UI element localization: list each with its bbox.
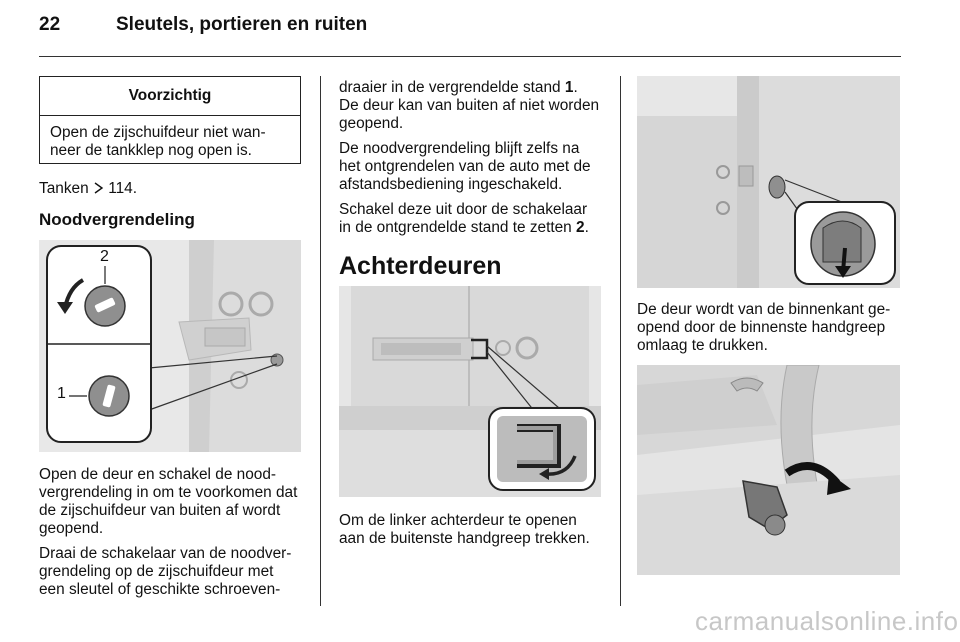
text-line: grendeling op de zijschuifdeur met [39, 563, 274, 580]
paragraph [39, 545, 309, 599]
paragraph [339, 79, 609, 133]
text-line: geopend. [339, 115, 404, 132]
text-line: . [584, 219, 589, 236]
text-line: draaier in de vergrendelde stand [339, 79, 565, 96]
watermark: carmanualsonline.info [695, 606, 959, 636]
text-line: in de ontgrendelde stand te zetten [339, 219, 577, 236]
col2-bottom-body [339, 512, 614, 555]
position-number: 1 [564, 79, 574, 96]
tanken-page-ref: 114. [108, 180, 138, 197]
text-line: Schakel deze uit door de schakelaar [339, 201, 588, 218]
page-title: Sleutels, portieren en ruiten [116, 14, 368, 35]
col1-body [39, 466, 309, 606]
text-line: Om de linker achterdeur te openen [339, 512, 577, 529]
paragraph [39, 466, 309, 538]
text-line: De deur wordt van de binnenkant ge- [637, 301, 891, 318]
caution-text [40, 116, 300, 168]
column-divider [620, 76, 621, 606]
figure-emergency-lock [39, 240, 301, 452]
text-line: De noodvergrendeling blijft zelfs na [339, 140, 580, 157]
caution-text-line: neer de tankklep nog open is. [50, 142, 252, 159]
header-rule [39, 56, 901, 57]
figure-door-interior-lock [637, 76, 900, 288]
caution-box [39, 76, 301, 164]
caution-title: Voorzichtig [40, 77, 300, 116]
paragraph [637, 301, 912, 355]
text-line: Open de deur en schakel de nood- [39, 466, 277, 483]
arrow-reference-icon [93, 180, 108, 197]
section-heading-achterdeuren: Achterdeuren [339, 252, 502, 280]
paragraph [339, 140, 609, 194]
position-number: 2 [576, 219, 585, 236]
text-line: afstandsbediening ingeschakeld. [339, 176, 563, 193]
figure-rear-door-handle [339, 286, 601, 497]
section-heading-noodvergrendeling: Noodvergrendeling [39, 210, 195, 229]
tanken-reference[interactable] [39, 180, 137, 198]
tanken-label: Tanken [39, 180, 89, 197]
col2-body [339, 79, 609, 244]
caution-text-line: Open de zijschuifdeur niet wan- [50, 124, 266, 141]
paragraph [339, 512, 614, 548]
text-line: vergrendeling in om te voorkomen dat [39, 484, 298, 501]
figure-label-1: 1 [57, 385, 66, 402]
text-line: opend door de binnenste handgreep [637, 319, 886, 336]
col3-body [637, 301, 912, 362]
text-line: Draai de schakelaar van de noodver- [39, 545, 292, 562]
text-line: geopend. [39, 520, 104, 537]
text-line: aan de buitenste handgreep trekken. [339, 530, 590, 547]
text-line: De deur kan van buiten af niet worden [339, 97, 600, 114]
text-line: een sleutel of geschikte schroeven- [39, 581, 281, 598]
figure-label-2: 2 [100, 248, 109, 265]
text-line: omlaag te drukken. [637, 337, 768, 354]
text-line: de zijschuifdeur van buiten af wordt [39, 502, 281, 519]
paragraph [339, 201, 609, 237]
text-line: . [573, 79, 578, 96]
column-divider [320, 76, 321, 606]
text-line: het ontgrendelen van de auto met de [339, 158, 591, 175]
page-number: 22 [39, 14, 61, 35]
figure-inner-handle [637, 365, 900, 575]
